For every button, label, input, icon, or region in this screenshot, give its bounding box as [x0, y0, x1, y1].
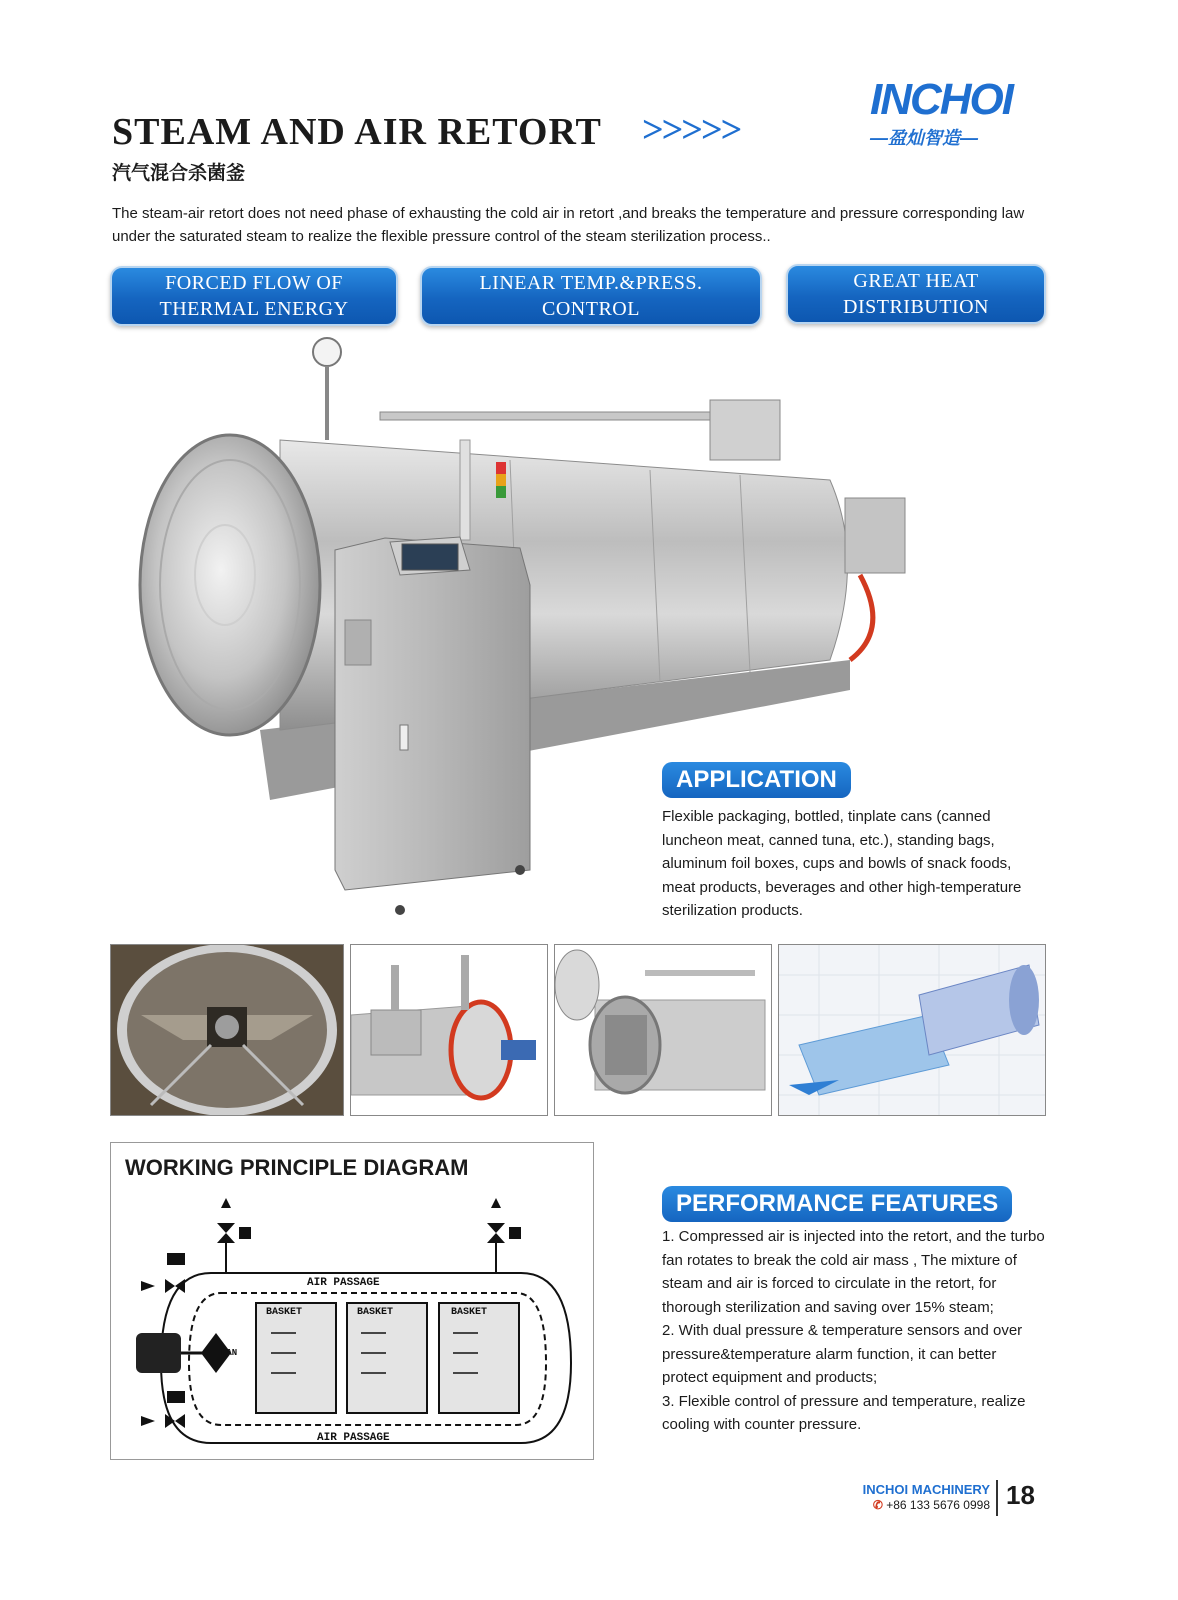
thumbnail-retort-side — [350, 944, 548, 1116]
performance-item: 1. Compressed air is injected into the retort, and the turbo fan rotates to break the cold air mass , The mixture of steam and air is forced to circulate in the retort, for thorough sterilization and saving over 15% steam; — [662, 1228, 1045, 1316]
brand-logo — [870, 75, 1060, 150]
retort-side-image — [351, 945, 547, 1115]
performance-item: 3. Flexible control of pressure and temperature, realize cooling with counter pressure. — [662, 1392, 1026, 1433]
logo-tagline: —盈灿智造— — [870, 128, 978, 148]
footer-phone: +86 133 5676 0998 — [886, 1498, 990, 1512]
application-text: Flexible packaging, bottled, tinplate cans (canned luncheon meat, canned tuna, etc.), standing bags, aluminum foil boxes, cups and bowls of snack foods, meat products, beverages and other high-temperature sterilization products. — [662, 808, 1022, 919]
feature-pill-heat-distribution — [786, 264, 1046, 324]
airflow-render-image — [779, 945, 1045, 1115]
application-heading: APPLICATION — [662, 762, 851, 798]
performance-heading: PERFORMANCE FEATURES — [662, 1186, 1012, 1222]
working-principle-diagram — [110, 1142, 594, 1460]
feature-pill-forced-flow — [110, 266, 398, 326]
thumbnail-airflow-render — [778, 944, 1046, 1116]
air-passage-bottom-label: AIR PASSAGE — [317, 1432, 390, 1444]
fan-label: FAN — [221, 1348, 238, 1358]
performance-list — [662, 1225, 1046, 1437]
feature-pill-label: LINEAR TEMP.&PRESS. CONTROL — [479, 272, 703, 320]
basket-label: BASKET — [266, 1307, 303, 1318]
footer-brand: INCHOI MACHINERY — [862, 1482, 990, 1497]
footer-divider — [996, 1480, 998, 1516]
basket-label: BASKET — [357, 1307, 394, 1318]
air-passage-top-label: AIR PASSAGE — [307, 1277, 380, 1289]
feature-pill-label: GREAT HEAT DISTRIBUTION — [843, 270, 989, 318]
feature-pill-linear-control — [420, 266, 762, 326]
thumbnail-retort-open — [554, 944, 772, 1116]
diagram-title: WORKING PRINCIPLE DIAGRAM — [125, 1155, 469, 1180]
page-number: 18 — [1006, 1480, 1035, 1510]
footer-phone-row — [873, 1498, 990, 1512]
performance-item: 2. With dual pressure & temperature sensors and over pressure&temperature alarm function, it can better protect equipment and products; — [662, 1322, 1023, 1386]
intro-paragraph: The steam-air retort does not need phase of exhausting the cold air in retort ,and breaks the temperature and pressure corresponding law under the saturated steam to realize the flexible pressure control of the steam sterilization process.. — [112, 205, 1025, 245]
retort-open-image — [555, 945, 771, 1115]
principle-diagram-drawing — [121, 1193, 583, 1453]
basket-label: BASKET — [451, 1307, 488, 1318]
page-subtitle-cn: 汽气混合杀菌釜 — [112, 163, 246, 184]
thumbnail-retort-interior — [110, 944, 344, 1116]
retort-interior-image — [111, 945, 343, 1115]
phone-icon: ✆ — [872, 1498, 883, 1512]
feature-pill-label: FORCED FLOW OF THERMAL ENERGY — [159, 272, 349, 320]
logo-wordmark: INCHOI — [870, 75, 1012, 124]
title-arrows: >>>>> — [642, 109, 741, 151]
page-title: STEAM AND AIR RETORT — [112, 111, 602, 153]
